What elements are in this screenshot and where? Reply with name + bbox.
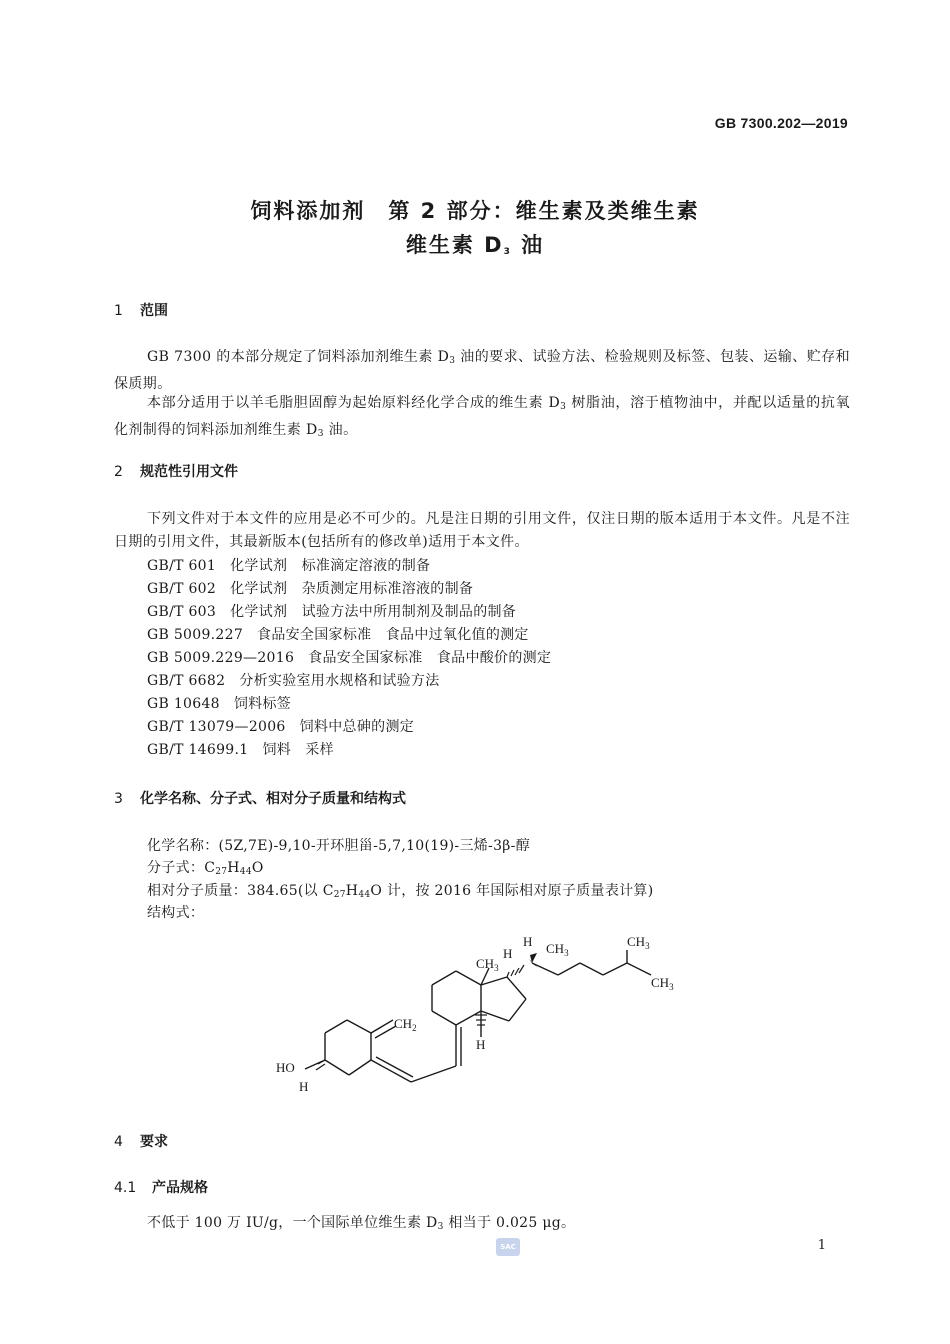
reference-title: 化学试剂 标准滴定溶液的制备 xyxy=(230,558,431,574)
reference-code: GB 5009.229—2016 xyxy=(147,650,295,666)
label-ch3-c26 xyxy=(627,934,650,951)
label: 相对分子质量： xyxy=(147,883,248,899)
text: 油的要求、试验方法、检验规则及标签、包装、运输、贮存和保质期。 xyxy=(114,349,850,392)
reference-code: GB/T 601 xyxy=(147,558,217,574)
label-h-bottom: H xyxy=(299,1079,309,1094)
reference-title: 饲料标签 xyxy=(233,696,292,712)
reference-code: GB/T 14699.1 xyxy=(147,742,249,758)
element: H xyxy=(227,860,240,876)
text: 本部分适用于以羊毛脂胆固醇为起始原料经化学合成的维生素 D xyxy=(147,395,561,411)
label-text: CH xyxy=(627,934,646,949)
element: C xyxy=(204,860,216,876)
label-subscript: 3 xyxy=(564,948,569,958)
label-subscript: 2 xyxy=(412,1023,417,1033)
reference-title: 化学试剂 试验方法中所用制剂及制品的制备 xyxy=(230,604,517,620)
label-ch3-c27 xyxy=(651,975,674,992)
section-title: 范围 xyxy=(140,303,168,319)
page-title-line1: 饲料添加剂 第 2 部分：维生素及类维生素 xyxy=(250,199,700,223)
subscript: 3 xyxy=(437,1222,444,1232)
subscript: 44 xyxy=(358,890,371,900)
label-ch3-methyl xyxy=(476,956,499,973)
reference-code: GB 10648 xyxy=(147,696,220,712)
label-subscript: 3 xyxy=(645,941,650,951)
page-number: 1 xyxy=(817,1238,826,1253)
text: 油。 xyxy=(323,422,358,438)
section-title: 要求 xyxy=(140,1134,168,1150)
reference-code: GB/T 603 xyxy=(147,604,217,620)
label-text: CH xyxy=(476,956,495,971)
text: 树脂油，溶于植物油中，并配以适量的抗氧化剂制得的饲料添加剂维生素 D xyxy=(114,395,850,438)
label-ho: HO xyxy=(276,1060,295,1075)
molecular-mass-value: 384.65 xyxy=(247,883,298,899)
subscript: 3 xyxy=(560,402,567,412)
structure-label-line: 结构式： xyxy=(147,905,205,921)
reference-title: 食品安全国家标准 食品中酸价的测定 xyxy=(308,650,552,666)
product-spec-text xyxy=(147,1212,575,1232)
label: 分子式： xyxy=(147,860,205,876)
section-4-1-heading xyxy=(114,1177,208,1197)
text: H xyxy=(345,883,359,899)
sac-watermark-logo: SAC xyxy=(496,1238,520,1256)
label: 化学名称： xyxy=(147,838,219,854)
section-number: 1 xyxy=(114,303,123,319)
label-text: CH xyxy=(394,1016,413,1031)
text: (以 C xyxy=(297,883,334,899)
label-h-c17: H xyxy=(503,946,513,961)
label-subscript: 3 xyxy=(669,982,674,992)
label-text: CH xyxy=(651,975,670,990)
reference-title: 饲料中总砷的测定 xyxy=(299,719,415,735)
title-prefix: 维生素 D xyxy=(405,233,504,257)
section-title: 规范性引用文件 xyxy=(140,464,238,480)
subscript: 27 xyxy=(215,867,228,877)
title-subscript: 3 xyxy=(503,247,512,257)
element: O xyxy=(251,860,264,876)
label-ch3-c21 xyxy=(546,941,569,958)
reference-code: GB/T 13079—2006 xyxy=(147,719,286,735)
reference-title: 分析实验室用水规格和试验方法 xyxy=(239,673,440,689)
section-number: 4 xyxy=(114,1134,123,1150)
standard-number: GB 7300.202—2019 xyxy=(714,115,848,131)
text: 不低于 100 万 IU/g，一个国际单位维生素 D xyxy=(147,1215,438,1231)
subscript: 44 xyxy=(239,867,252,877)
label-subscript: 3 xyxy=(494,963,499,973)
reference-title: 化学试剂 杂质测定用标准溶液的制备 xyxy=(230,581,474,597)
wedge-bond xyxy=(529,959,538,968)
text: GB 7300 的本部分规定了饲料添加剂维生素 D xyxy=(147,349,450,365)
reference-code: GB/T 6682 xyxy=(147,673,226,689)
section-number: 4.1 xyxy=(114,1180,137,1196)
reference-code: GB 5009.227 xyxy=(147,627,244,643)
label-h-junction: H xyxy=(476,1037,486,1052)
label-ch2 xyxy=(394,1016,417,1033)
section-number: 3 xyxy=(114,791,123,807)
section-title: 化学名称、分子式、相对分子质量和结构式 xyxy=(140,791,406,807)
label-text: CH xyxy=(546,941,565,956)
reference-title: 饲料 采样 xyxy=(262,742,334,758)
subscript: 3 xyxy=(449,356,456,366)
reference-title: 食品安全国家标准 食品中过氧化值的测定 xyxy=(257,627,529,643)
section-4-heading xyxy=(114,1131,168,1151)
section-title: 产品规格 xyxy=(152,1180,208,1196)
reference-code: GB/T 602 xyxy=(147,581,217,597)
text: O 计，按 2016 年国际相对原子质量表计算) xyxy=(370,883,654,899)
section-number: 2 xyxy=(114,464,123,480)
normative-intro: 下列文件对于本文件的应用是必不可少的。凡是注日期的引用文件，仅注日期的版本适用于本文件。凡是不注日期的引用文件，其最新版本(包括所有的修改单)适用于本文件。 xyxy=(114,511,850,550)
chemical-name-value: (5Z,7E)-9,10-开环胆甾-5,7,10(19)-三烯-3β-醇 xyxy=(218,838,531,854)
text: 相当于 0.025 μg。 xyxy=(443,1215,576,1231)
subscript: 27 xyxy=(333,890,346,900)
subscript: 3 xyxy=(317,429,324,439)
title-suffix: 油 xyxy=(511,233,545,257)
label-h-c20: H xyxy=(523,934,533,949)
